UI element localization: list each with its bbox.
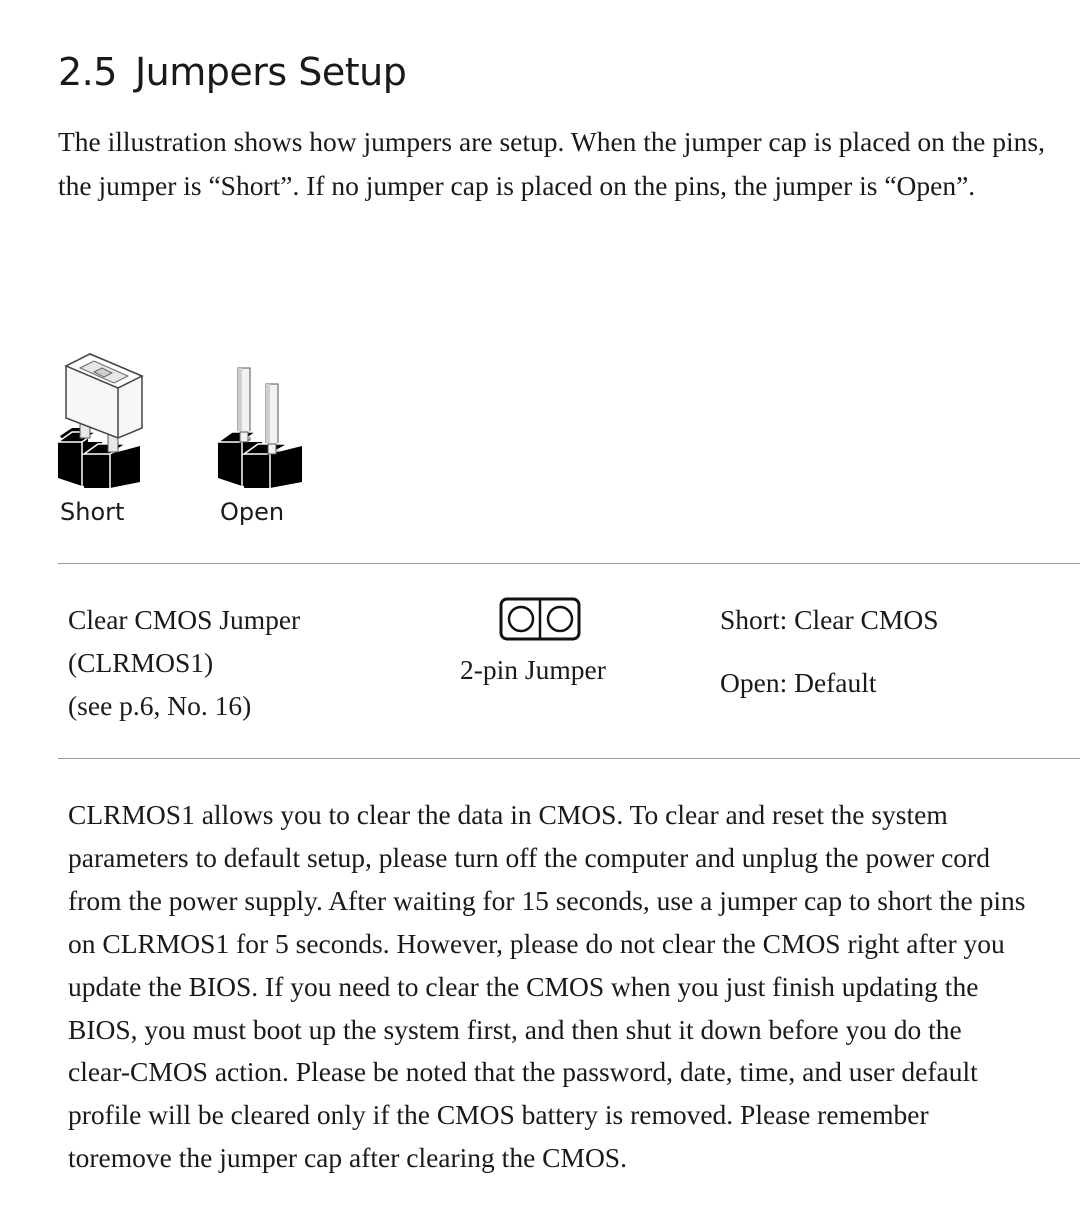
table-bottom-divider	[58, 758, 1080, 759]
section-heading: Jumpers Setup	[134, 50, 407, 94]
section-title	[58, 46, 406, 98]
jumper-name-cell	[68, 598, 300, 727]
table-top-divider	[58, 563, 1080, 564]
jumper-open-illustration	[210, 346, 310, 499]
description-paragraph: CLRMOS1 allows you to clear the data in CMOS. To clear and reset the system parameters to default setup, please turn off the computer and unplug the power cord from the power supply. After waiting for 15 seconds, use a jumper cap to short the pins on CLRMOS1 for 5 seconds. However, please do not clear the CMOS right after you update the BIOS. If you need to clear the CMOS when you just finish updating the BIOS, you must boot up the system first, and then shut it down before you do the clear-CMOS action. Please be noted that the password, date, time, and user default profile will be cleared only if the CMOS battery is removed. Please remember toremove the jumper cap after clearing the CMOS.	[68, 799, 1026, 1174]
setting-open: Open: Default	[720, 667, 877, 698]
jumper-short-illustration	[50, 346, 150, 499]
jumper-id-line: (CLRMOS1)	[68, 647, 214, 678]
jumper-reference-line: (see p.6, No. 16)	[68, 690, 252, 721]
jumper-open-icon	[210, 346, 310, 494]
jumper-short-icon	[50, 346, 150, 494]
pin-type-label: 2-pin Jumper	[460, 654, 606, 685]
section-number: 2.5	[58, 50, 117, 94]
short-label: Short	[60, 498, 125, 526]
jumper-name-line: Clear CMOS Jumper	[68, 604, 301, 635]
intro-paragraph: The illustration shows how jumpers are setup. When the jumper cap is placed on the pins, the jumper is “Short”. If no jumper cap is placed on the pins, the jumper is “Open”.	[58, 126, 1045, 201]
open-label: Open	[220, 498, 285, 526]
setting-short: Short: Clear CMOS	[720, 604, 939, 635]
two-pin-jumper-icon	[498, 596, 584, 649]
